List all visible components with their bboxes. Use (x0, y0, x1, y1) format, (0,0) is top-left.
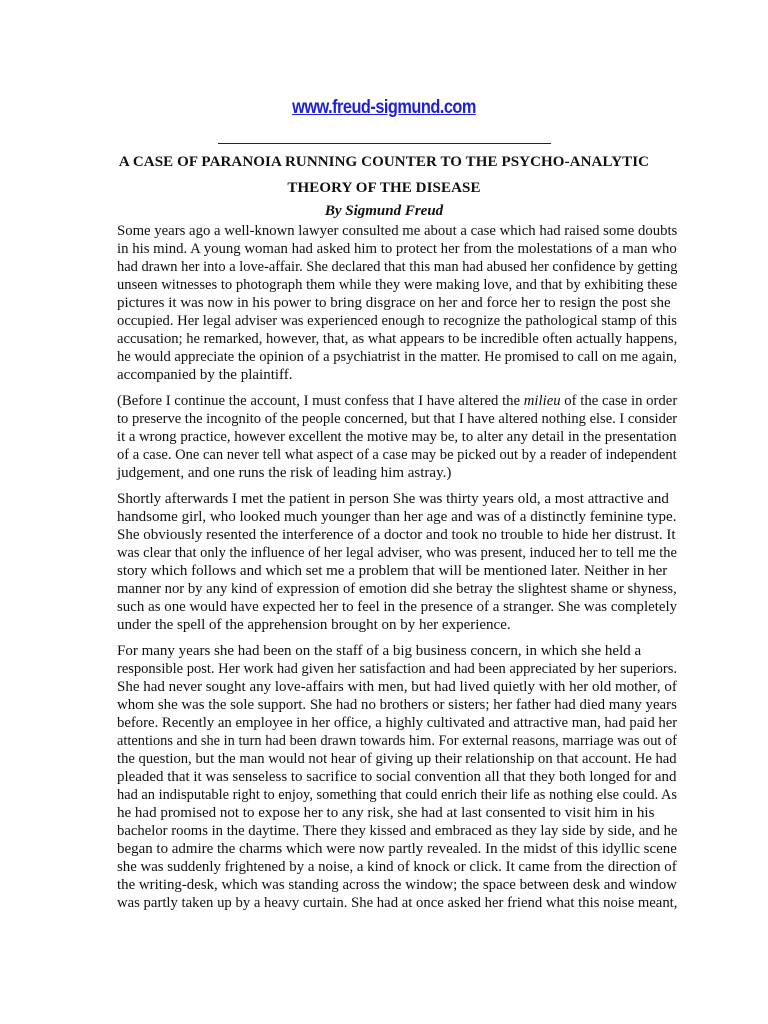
text-line: to preserve the incognito of the people concerned, but that I have altered nothing else. I consider (117, 411, 678, 427)
document-title-line-1: A CASE OF PARANOIA RUNNING COUNTER TO THE PSYCHO-ANALYTIC (118, 154, 650, 170)
paragraph-2 (117, 392, 677, 482)
text-line: She had never sought any love-affairs with men, but had lived quietly with her old mother, of (117, 679, 677, 695)
text-line: story which follows and which set me a problem that will be mentioned later. Neither in her (117, 563, 668, 579)
text-segment: (Before I continue the account, I must confess that I have altered the (117, 393, 524, 409)
text-line: pleaded that it was senseless to sacrifice to social convention all that they both longed for and (117, 769, 677, 785)
document-title-line-2: THEORY OF THE DISEASE (287, 180, 481, 196)
text-line: she was suddenly frightened by a noise, a kind of knock or click. It came from the direction of (117, 859, 677, 875)
text-line: the writing-desk, which was standing across the window; the space between desk and window (117, 877, 677, 893)
text-line: of a case. One can never tell what aspect of a case may be picked out by a reader of independent (117, 447, 677, 463)
text-line: in his mind. A young woman had asked him to protect her from the molestations of a man who (117, 241, 677, 257)
paragraph-3 (117, 490, 677, 634)
article-body (117, 222, 677, 920)
text-segment: of the case in order (560, 393, 678, 409)
text-line: he had promised not to expose her to any risk, she had at last consented to visit him in his (117, 805, 655, 821)
text-line: occupied. Her legal adviser was experienced enough to recognize the pathological stamp of this (117, 313, 677, 329)
text-line: attentions and she in turn had been drawn towards him. For external reasons, marriage was out of (117, 733, 678, 749)
author-byline: By Sigmund Freud (324, 203, 444, 219)
text-line: For many years she had been on the staff of a big business concern, in which she held a (117, 643, 642, 659)
text-line: manner nor by any kind of expression of emotion did she betray the slightest shame or shyness, (117, 581, 677, 597)
text-line: was partly taken up by a heavy curtain. She had at once asked her friend what this noise meant, (117, 895, 678, 911)
text-line: Some years ago a well-known lawyer consulted me about a case which had raised some doubts (117, 223, 678, 239)
text-line: was clear that only the influence of her legal adviser, who was present, induced her to tell me the (117, 545, 677, 561)
site-link[interactable]: www.freud-sigmund.com (292, 97, 476, 118)
text-line: whom she was the sole support. She had no brothers or sisters; her father had died many years (117, 697, 677, 713)
text-line: had an indisputable right to enjoy, something that could enrich their life as nothing else could. As (117, 787, 678, 803)
text-line: accusation; he remarked, however, that, as what appears to be incredible often actually happens, (117, 331, 678, 347)
italic-term: milieu (523, 393, 561, 409)
text-line: responsible post. Her work had given her satisfaction and had been appreciated by her superiors. (117, 661, 677, 677)
text-line: unseen witnesses to photograph them while they were making love, and that by exhibiting these (117, 277, 678, 293)
text-line: judgement, and one runs the risk of leading him astray.) (117, 465, 452, 481)
text-line: such as one would have expected her to feel in the presence of a stranger. She was completely (117, 599, 678, 615)
text-line: bachelor rooms in the daytime. There they kissed and embraced as they lay side by side, and he (117, 823, 678, 839)
text-line: had drawn her into a love-affair. She declared that this man had abused her confidence by getting (117, 259, 678, 275)
paragraph-1 (117, 222, 677, 384)
paragraph-4 (117, 642, 677, 912)
text-line: he would appreciate the opinion of a psychiatrist in the matter. He promised to call on me again, (117, 349, 677, 365)
text-line: began to admire the charms which were now partly revealed. In the midst of this idyllic scene (117, 841, 677, 857)
text-line: it a wrong practice, however excellent the motive may be, to alter any detail in the presentation (117, 429, 677, 445)
text-line: accompanied by the plaintiff. (117, 367, 293, 383)
text-line (117, 392, 678, 410)
text-line: Shortly afterwards I met the patient in person She was thirty years old, a most attractive and (117, 491, 669, 507)
header-divider (218, 143, 551, 144)
text-line: pictures it was now in his power to bring disgrace on her and force her to resign the post she (117, 295, 671, 311)
text-line: the question, but the man would not hear of giving up their relationship on that account. He had (117, 751, 677, 767)
text-line: handsome girl, who looked much younger than her age and was of a distinctly feminine type. (117, 509, 677, 525)
text-line: She obviously resented the interference of a doctor and took no trouble to hide her distrust. It (117, 527, 676, 543)
text-line: before. Recently an employee in her office, a highly cultivated and attractive man, had paid her (117, 715, 678, 731)
text-line: under the spell of the apprehension brought on by her experience. (117, 617, 511, 633)
